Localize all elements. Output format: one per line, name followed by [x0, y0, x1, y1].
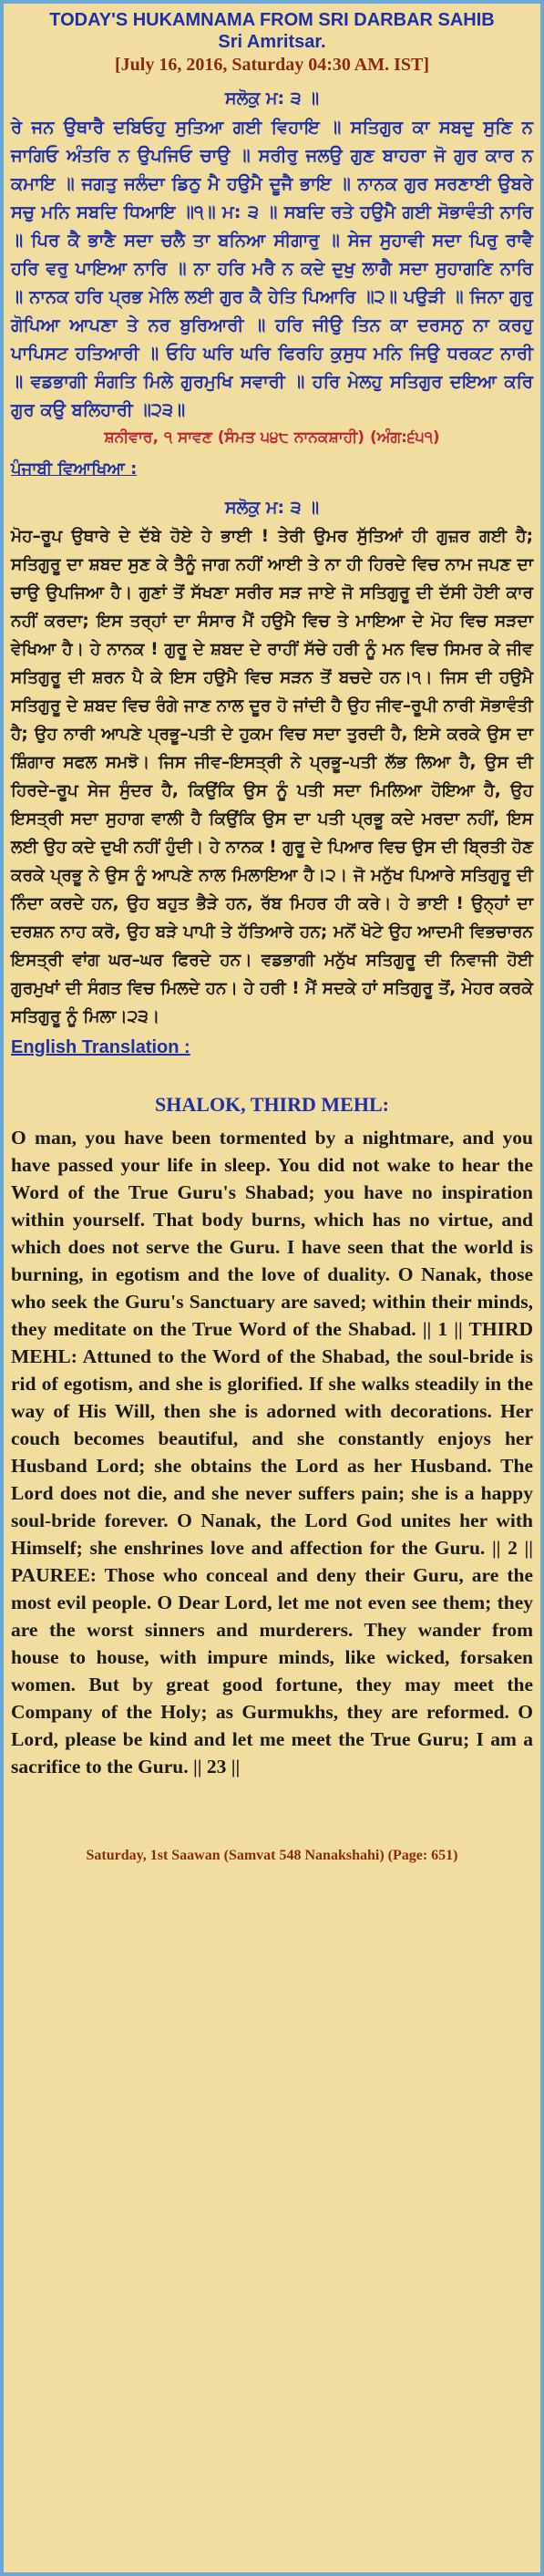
english-translation-heading: SHALOK, THIRD MEHL: — [155, 1093, 389, 1116]
punjabi-explanation-label: ਪੰਜਾਬੀ ਵਿਆਖਿਆ : — [11, 459, 138, 479]
english-translation-label: English Translation : — [11, 1037, 190, 1057]
gurbani-date-line: ਸ਼ਨੀਵਾਰ, ੧ ਸਾਵਣ (ਸੰਮਤ ੫੪੮ ਨਾਨਕਸ਼ਾਹੀ) (ਅੰਗ:੬੫੧) — [104, 428, 440, 447]
gurbani-heading: ਸਲੋਕੁ ਮ: ੩ ॥ — [224, 88, 320, 108]
punjabi-explanation-text: ਮੋਹ–ਰੂਪ ਉਥਾਰੇ ਦੇ ਦੱਬੇ ਹੋਏ ਹੇ ਭਾਈ ! ਤੇਰੀ ਉਮਰ ਸੁੱਤਿਆਂ ਹੀ ਗੁਜ਼ਰ ਗਈ ਹੈ; ਸਤਿਗੁਰੂ ਦਾ ਸ਼ਬਦ ਸੁਣ ਕੇ ਤੈਨੂੰ ਜਾਗ ਨਹੀਂ ਆਈ ਤੇ ਨਾ ਹੀ ਹਿਰਦੇ ਵਿਚ ਨਾਮ ਜਪਣ ਦਾ ਚਾਉ ਉਪਜਿਆ ਹੈ। ਗੁਣਾਂ ਤੋਂ ਸੱਖਣਾ ਸਰੀਰ ਸੜ ਜਾਏ ਜੋ ਸਤਿਗੁਰੂ ਦੀ ਦੱਸੀ ਹੋਈ ਕਾਰ ਨਹੀਂ ਕਰਦਾ; ਇਸ ਤਰ੍ਹਾਂ ਦਾ ਸੰਸਾਰ ਮੈਂ ਹਉਮੈ ਵਿਚ ਤੇ ਮਾਇਆ ਦੇ ਮੋਹ ਵਿਚ ਸੜਦਾ ਵੇਖਿਆ ਹੈ। ਹੇ ਨਾਨਕ ! ਗੁਰੂ ਦੇ ਸ਼ਬਦ ਦੇ ਰਾਹੀਂ ਸੱਚੇ ਹਰੀ ਨੂੰ ਮਨ ਵਿਚ ਸਿਮਰ ਕੇ ਜੀਵ ਸਤਿਗੁਰੂ ਦੀ ਸ਼ਰਨ ਪੈ ਕੇ ਇਸ ਹਉਮੈ ਵਿਚ ਸੜਨ ਤੋਂ ਬਚਦੇ ਹਨ।੧। ਜਿਸ ਦੀ ਹਉਮੈ ਸਤਿਗੁਰੂ ਦੇ ਸ਼ਬਦ ਵਿਚ ਰੰਗੇ ਜਾਣ ਨਾਲ ਦੂਰ ਹੋ ਜਾਂਦੀ ਹੈ ਉਹ ਜੀਵ–ਰੂਪੀ ਨਾਰੀ ਸੋਭਾਵੰਤੀ ਹੈ; ਉਹ ਨਾਰੀ ਆਪਣੇ ਪ੍ਰਭੂ–ਪਤੀ ਦੇ ਹੁਕਮ ਵਿਚ ਸਦਾ ਤੁਰਦੀ ਹੈ, ਇਸੇ ਕਰਕੇ ਉਸ ਦਾ ਸ਼ਿੰਗਾਰ ਸਫਲ ਸਮਝੋ। ਜਿਸ ਜੀਵ–ਇਸਤ੍ਰੀ ਨੇ ਪ੍ਰਭੂ–ਪਤੀ ਲੱਭ ਲਿਆ ਹੈ, ਉਸ ਦੀ ਹਿਰਦੇ–ਰੂਪ ਸੇਜ ਸੁੰਦਰ ਹੈ, ਕਿਉਂਕਿ ਉਸ ਨੂੰ ਪਤੀ ਸਦਾ ਮਿਲਿਆ ਹੋਇਆ ਹੈ, ਉਹ ਇਸਤ੍ਰੀ ਸਦਾ ਸੁਹਾਗ ਵਾਲੀ ਹੈ ਕਿਉਂਕਿ ਉਸ ਦਾ ਪਤੀ ਪ੍ਰਭੂ ਕਦੇ ਮਰਦਾ ਨਹੀਂ, ਇਸ ਲਈ ਉਹ ਕਦੇ ਦੁਖੀ ਨਹੀਂ ਹੁੰਦੀ। ਹੇ ਨਾਨਕ ! ਗੁਰੂ ਦੇ ਪਿਆਰ ਵਿਚ ਉਸ ਦੀ ਬ੍ਰਿਤੀ ਹੋਣ ਕਰਕੇ ਪ੍ਰਭੂ ਨੇ ਉਸ ਨੂੰ ਆਪਣੇ ਨਾਲ ਮਿਲਾਇਆ ਹੈ।੨। ਜੋ ਮਨੁੱਖ ਪਿਆਰੇ ਸਤਿਗੁਰੂ ਦੀ ਨਿੰਦਾ ਕਰਦੇ ਹਨ, ਉਹ ਬਹੁਤ ਭੈੜੇ ਹਨ, ਰੱਬ ਮਿਹਰ ਹੀ ਕਰੇ। ਹੇ ਭਾਈ ! ਉਨ੍ਹਾਂ ਦਾ ਦਰਸ਼ਨ ਨਾਹ ਕਰੋ, ਉਹ ਬੜੇ ਪਾਪੀ ਤੇ ਹੱਤਿਆਰੇ ਹਨ; ਮਨੋਂ ਖੋਟੇ ਉਹ ਆਦਮੀ ਵਿਭਚਾਰਨ ਇਸਤ੍ਰੀ ਵਾਂਗ ਘਰ–ਘਰ ਫਿਰਦੇ ਹਨ। ਵਡਭਾਗੀ ਮਨੁੱਖ ਸਤਿਗੁਰੂ ਦੀ ਨਿਵਾਜੀ ਹੋਈ ਗੁਰਮੁਖਾਂ ਦੀ ਸੰਗਤ ਵਿਚ ਮਿਲਦੇ ਹਨ। ਹੇ ਹਰੀ ! ਮੈਂ ਸਦਕੇ ਹਾਂ ਸਤਿਗੁਰੂ ਤੋਂ, ਮੇਹਰ ਕਰਕੇ ਸਤਿਗੁਰੂ ਨੂੰ ਮਿਲਾ।੨੩। — [11, 527, 533, 1026]
page-title: TODAY'S HUKAMNAMA FROM SRI DARBAR SAHIB — [49, 10, 495, 30]
english-translation-text: O man, you have been tormented by a nightmare, and you have passed your life in sleep. You did not wake to hear the Word of the True Guru's Shabad; you have no inspiration within yourself. That body burns, which has no virtue, and which does not serve the Guru. I have seen that the world is burning, in egotism and the love of duality. O Nanak, those who seek the Guru's Sanctuary are saved; within their minds, they meditate on the True Word of the Shabad. || 1 || THIRD MEHL: Attuned to the Word of the Shabad, the soul-bride is rid of egotism, and she is glorified. If she walks steadily in the way of His Will, then she is adorned with decorations. Her couch becomes beautiful, and she constantly enjoys her Husband Lord; she obtains the Lord as her Husband. The Lord does not die, and she never suffers pain; she is a happy soul-bride forever. O Nanak, the Lord God unites her with Himself; she enshrines love and affection for the Guru. || 2 || PAUREE: Those who conceal and deny their Guru, are the most evil people. O Dear Lord, let me not even see them; they are the worst sinners and murderers. They wander from house to house, with impure minds, like wicked, forsaken women. But by great good fortune, they may meet the Company of the Holy; as Gurmukhs, they are reformed. O Lord, please be kind and let me meet the True Guru; I am a sacrifice to the Guru. || 23 || — [11, 1127, 533, 1777]
publish-date: [July 16, 2016, Saturday 04:30 AM. IST] — [114, 55, 430, 75]
gurbani-text: ਰੇ ਜਨ ਉਥਾਰੈ ਦਬਿਓਹੁ ਸੁਤਿਆ ਗਈ ਵਿਹਾਇ ॥ ਸਤਿਗੁਰ ਕਾ ਸਬਦੁ ਸੁਣਿ ਨ ਜਾਗਿਓ ਅੰਤਰਿ ਨ ਉਪਜਿਓ ਚਾਉ ॥ ਸਰੀਰੁ ਜਲਉ ਗੁਣ ਬਾਹਰਾ ਜੋ ਗੁਰ ਕਾਰ ਨ ਕਮਾਇ ॥ ਜਗਤੁ ਜਲੰਦਾ ਡਿਠੁ ਮੈ ਹਉਮੈ ਦੂਜੈ ਭਾਇ ॥ ਨਾਨਕ ਗੁਰ ਸਰਣਾਈ ਉਬਰੇ ਸਚੁ ਮਨਿ ਸਬਦਿ ਧਿਆਇ ॥੧॥ ਮ: ੩ ॥ ਸਬਦਿ ਰਤੇ ਹਉਮੈ ਗਈ ਸੋਭਾਵੰਤੀ ਨਾਰਿ ॥ ਪਿਰ ਕੈ ਭਾਣੈ ਸਦਾ ਚਲੈ ਤਾ ਬਨਿਆ ਸੀਗਾਰੁ ॥ ਸੇਜ ਸੁਹਾਵੀ ਸਦਾ ਪਿਰੁ ਰਾਵੈ ਹਰਿ ਵਰੁ ਪਾਇਆ ਨਾਰਿ ॥ ਨਾ ਹਰਿ ਮਰੈ ਨ ਕਦੇ ਦੁਖੁ ਲਾਗੈ ਸਦਾ ਸੁਹਾਗਣਿ ਨਾਰਿ ॥ ਨਾਨਕ ਹਰਿ ਪ੍ਰਭ ਮੇਲਿ ਲਈ ਗੁਰ ਕੈ ਹੇਤਿ ਪਿਆਰਿ ॥੨॥ ਪਉੜੀ ॥ ਜਿਨਾ ਗੁਰੁ ਗੋਪਿਆ ਆਪਣਾ ਤੇ ਨਰ ਬੁਰਿਆਰੀ ॥ ਹਰਿ ਜੀਉ ਤਿਨ ਕਾ ਦਰਸਨੁ ਨਾ ਕਰਹੁ ਪਾਪਿਸਟ ਹਤਿਆਰੀ ॥ ਓਹਿ ਘਰਿ ਘਰਿ ਫਿਰਹਿ ਕੁਸੁਧ ਮਨਿ ਜਿਉ ਧਰਕਟ ਨਾਰੀ ॥ ਵਡਭਾਗੀ ਸੰਗਤਿ ਮਿਲੇ ਗੁਰਮੁਖਿ ਸਵਾਰੀ ॥ ਹਰਿ ਮੇਲਹੁ ਸਤਿਗੁਰ ਦਇਆ ਕਰਿ ਗੁਰ ਕਉ ਬਲਿਹਾਰੀ ॥੨੩॥ — [11, 117, 533, 420]
punjabi-explanation-heading: ਸਲੋਕੁ ਮ: ੩ ॥ — [224, 498, 320, 518]
footer-date: Saturday, 1st Saawan (Samvat 548 Nanakshahi) (Page: 651) — [86, 1848, 458, 1863]
page-subtitle: Sri Amritsar. — [218, 32, 326, 52]
